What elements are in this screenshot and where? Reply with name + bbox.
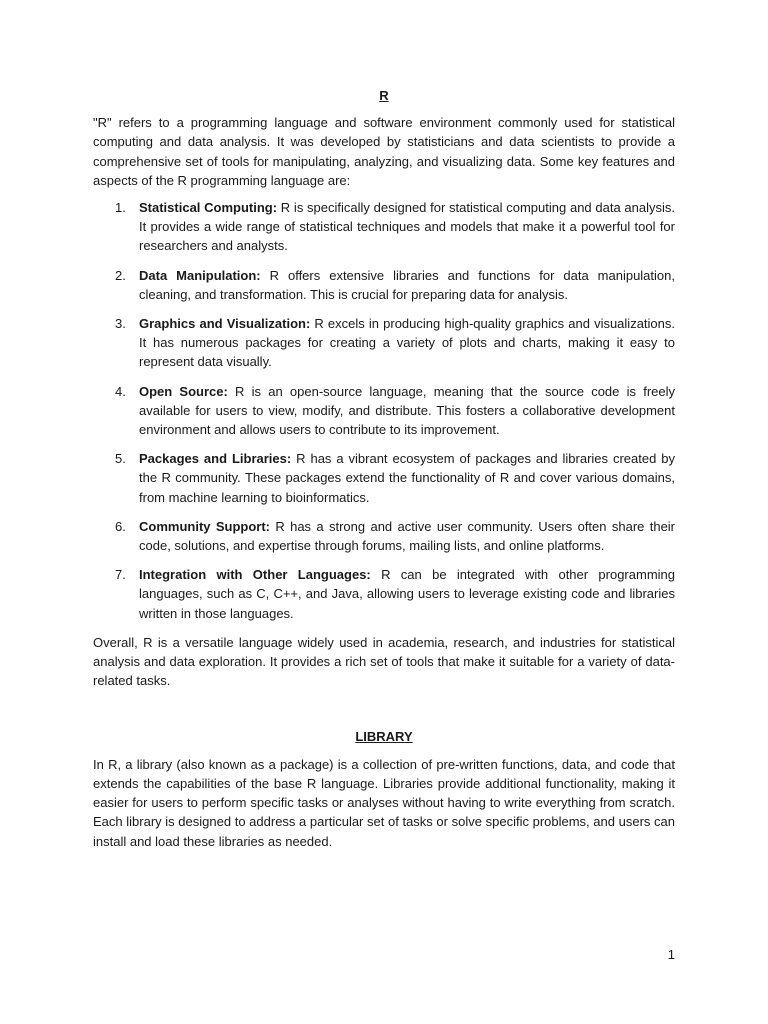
list-item (93, 517, 675, 555)
feature-text: R offers extensive libraries and functions for data manipulation, cleaning, and transformation. This is crucial for preparing data for analysis. (139, 267, 675, 302)
feature-term: Open Source: (139, 383, 228, 399)
section-heading-r: R (379, 88, 389, 103)
list-item (93, 198, 675, 256)
list-item (93, 314, 675, 372)
intro-paragraph: "R" refers to a programming language and software environment commonly used for statistical computing and data analysis. It was developed by statisticians and data scientists to provide a comprehensive set of tools for manipulating, analyzing, and visualizing data. Some key features and aspects of the R programming language are: (93, 115, 675, 188)
feature-text: R has a strong and active user community. Users often share their code, solutions, and expertise through forums, mailing lists, and online platforms. (139, 518, 676, 554)
list-number: 3. (115, 316, 126, 332)
list-item (93, 266, 675, 304)
feature-text: R excels in producing high-quality graphics and visualizations. It has numerous packages for creating a variety of plots and charts, making it easy to represent data visually. (139, 316, 675, 370)
list-item (93, 565, 675, 623)
library-paragraph: In R, a library (also known as a package) is a collection of pre-written functions, data, and code that extends the capabilities of the base R language. Libraries provide additional functionality, making it easier for users to perform specific tasks or analyses without having to write everything from scratch. Each library is designed to address a particular set of tasks or solve specific problems, and users can install and load these libraries as needed. (93, 756, 675, 849)
feature-text: R can be integrated with other programming languages, such as C, C++, and Java, allowing users to leverage existing code and libraries written in those languages. (139, 567, 675, 621)
feature-term: Community Support: (139, 518, 271, 534)
feature-text: R has a vibrant ecosystem of packages and libraries created by the R community. These packages extend the functionality of R and cover various domains, from machine learning to bioinformatics. (139, 451, 675, 505)
section-heading-library: LIBRARY (355, 729, 413, 745)
feature-term: Packages and Libraries: (139, 451, 292, 467)
document-page (93, 86, 675, 859)
list-item (93, 382, 675, 440)
features-list (93, 198, 675, 623)
list-number: 2. (115, 267, 126, 283)
list-number: 4. (115, 383, 126, 399)
list-number: 5. (115, 451, 126, 467)
conclusion-paragraph: Overall, R is a versatile language widely used in academia, research, and industries for statistical analysis and data exploration. It provides a rich set of tools that make it suitable for a variety of data-related tasks. (93, 634, 675, 689)
list-number: 7. (115, 567, 126, 583)
section-spacer (93, 698, 675, 727)
feature-term: Data Manipulation: (139, 267, 261, 283)
feature-term: Integration with Other Languages: (139, 567, 371, 583)
feature-text: R is an open-source language, meaning that the source code is freely available for users to view, modify, and distribute. This fosters a collaborative development environment and allows users to contribute to its improvement. (139, 383, 675, 438)
feature-term: Graphics and Visualization: (139, 316, 311, 332)
feature-term: Statistical Computing: (139, 200, 278, 216)
list-number: 1. (115, 200, 126, 216)
list-number: 6. (115, 518, 126, 534)
list-item (93, 449, 675, 507)
page-number: 1 (667, 947, 675, 962)
feature-text: R is specifically designed for statistical computing and data analysis. It provides a wide range of statistical techniques and models that make it a powerful tool for researchers and analysts. (139, 200, 675, 254)
